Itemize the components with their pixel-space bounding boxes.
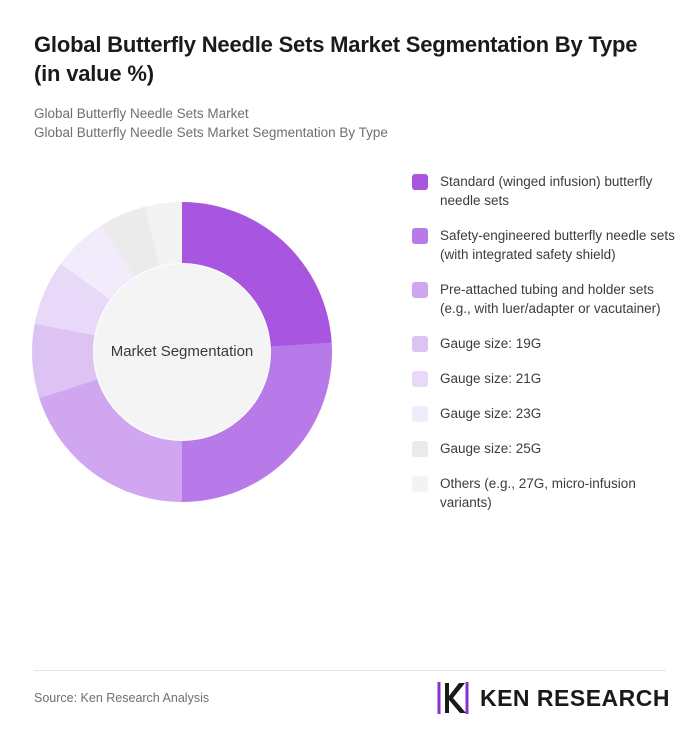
donut-chart (32, 202, 332, 502)
footer-divider (34, 670, 666, 671)
legend-swatch-icon (412, 476, 428, 492)
legend-item-label: Gauge size: 19G (440, 336, 542, 351)
donut-ring (32, 202, 332, 502)
source-note: Source: Ken Research Analysis (34, 691, 210, 705)
page-title: Global Butterfly Needle Sets Market Segmentation By Type (in value %) (34, 32, 638, 86)
legend-swatch-icon (412, 174, 428, 190)
legend-swatch-icon (412, 371, 428, 387)
chart-area (0, 164, 700, 634)
legend-swatch-icon (412, 441, 428, 457)
legend-item-label: Others (e.g., 27G, micro-infusion variants) (440, 476, 636, 510)
legend-item[interactable] (412, 369, 676, 388)
legend-swatch-icon (412, 228, 428, 244)
chart-header (0, 0, 700, 142)
legend-item-label: Gauge size: 25G (440, 441, 542, 456)
legend-item[interactable] (412, 172, 676, 210)
ken-research-logo-icon (436, 679, 470, 717)
chart-legend (412, 172, 676, 528)
brand-logo (436, 679, 670, 717)
legend-item[interactable] (412, 334, 676, 353)
legend-item[interactable] (412, 280, 676, 318)
legend-item-label: Standard (winged infusion) butterfly needle sets (440, 174, 653, 208)
legend-item-label: Gauge size: 21G (440, 371, 542, 386)
donut-center (94, 264, 270, 440)
legend-item[interactable] (412, 439, 676, 458)
legend-item-label: Gauge size: 23G (440, 406, 542, 421)
legend-item[interactable] (412, 226, 676, 264)
brand-name: KEN RESEARCH (479, 684, 670, 711)
legend-item[interactable] (412, 474, 676, 512)
legend-swatch-icon (412, 336, 428, 352)
legend-item-label: Safety-engineered butterfly needle sets (with integrated safety shield) (440, 228, 675, 262)
subtitle-market: Global Butterfly Needle Sets Market (34, 106, 249, 121)
legend-item-label: Pre-attached tubing and holder sets (e.g., with luer/adapter or vacutainer) (440, 282, 661, 316)
subtitle-segmentation: Global Butterfly Needle Sets Market Segmentation By Type (34, 125, 388, 140)
donut-center-label: Market Segmentation (110, 343, 254, 360)
legend-swatch-icon (412, 282, 428, 298)
legend-swatch-icon (412, 406, 428, 422)
legend-item[interactable] (412, 404, 676, 423)
